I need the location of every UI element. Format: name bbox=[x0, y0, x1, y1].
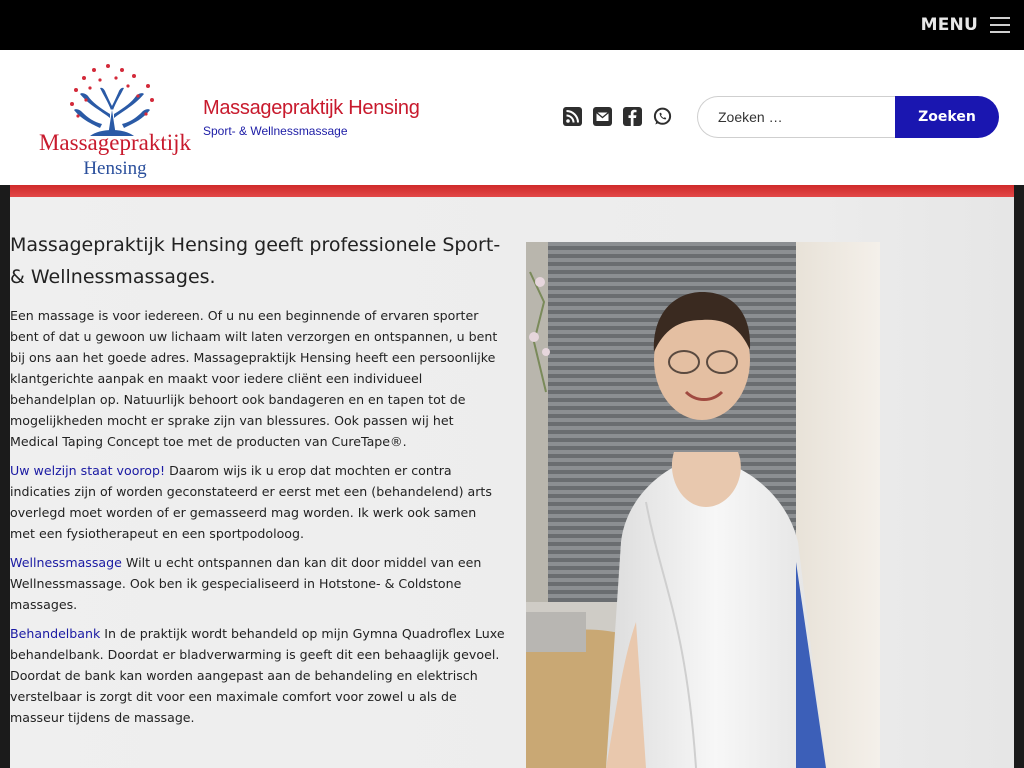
social-links bbox=[563, 107, 672, 126]
accent-bar bbox=[10, 185, 1014, 197]
welzijn-paragraph bbox=[10, 460, 505, 544]
behandelbank-link[interactable]: Behandelbank bbox=[10, 626, 101, 641]
menu-button[interactable] bbox=[921, 12, 1010, 38]
main-content bbox=[10, 197, 1014, 768]
logo-text-line1: Massagepraktijk bbox=[38, 130, 192, 155]
wellness-paragraph bbox=[10, 552, 505, 615]
wellnessmassage-link[interactable]: Wellnessmassage bbox=[10, 555, 122, 570]
top-bar bbox=[0, 0, 1024, 50]
intro-text-column bbox=[10, 229, 505, 728]
facebook-icon[interactable] bbox=[623, 107, 642, 126]
brand bbox=[203, 97, 420, 138]
logo-text-line2: Hensing bbox=[83, 158, 147, 179]
site-title[interactable]: Massagepraktijk Hensing bbox=[203, 97, 420, 119]
email-icon[interactable] bbox=[593, 107, 612, 126]
rss-icon[interactable] bbox=[563, 107, 582, 126]
menu-label: MENU bbox=[920, 15, 978, 35]
welzijn-link[interactable]: Uw welzijn staat voorop! bbox=[10, 463, 166, 478]
logo[interactable] bbox=[30, 58, 200, 183]
behandelbank-paragraph bbox=[10, 623, 505, 728]
site-header bbox=[0, 50, 1024, 185]
site-tagline: Sport- & Wellnessmassage bbox=[203, 124, 348, 138]
whatsapp-icon[interactable] bbox=[653, 107, 672, 126]
search-form bbox=[697, 96, 999, 138]
behandelbank-text: In de praktijk wordt behandeld op mijn Gymna Quadroflex Luxe behandelbank. Doordat er bladverwarming is geeft dit een behaaglijk gevoel. Doordat de bank kan worden aangepast aan de behandeling en elektrisch verstelbaar is zorgt dit voor een maximale comfort voor zowel u als de masseur tijdens de massage. bbox=[10, 626, 505, 725]
search-button[interactable]: Zoeken bbox=[895, 96, 999, 138]
welzijn-text: Daarom wijs ik u erop dat mochten er contra indicaties zijn of worden geconstateerd er eerst met een (behandelend) arts overlegd moet worden of er gemasseerd mag worden. Ik werk ook samen met een fysiotherapeut en een sportpodoloog. bbox=[10, 463, 492, 541]
wellness-text: Wilt u echt ontspannen dan kan dit door middel van een Wellnessmassage. Ook ben ik gespecialiseerd in Hotstone- & Coldstone massages. bbox=[10, 555, 482, 612]
page-heading: Massagepraktijk Hensing geeft professionele Sport- & Wellnessmassages. bbox=[10, 234, 501, 288]
search-input[interactable] bbox=[697, 96, 895, 138]
intro-paragraph: Een massage is voor iedereen. Of u nu een beginnende of ervaren sporter bent of dat u gewoon uw lichaam wilt laten verzorgen en ontspannen, u bent bij ons aan het goede adres. Massagepraktijk Hensing heeft een persoonlijke klantgerichte aanpak en maakt voor iedere cliënt een individueel behandelplan op. Natuurlijk behoort ook bandageren en en tapen tot de mogelijkheden mocht er sprake zijn van blessures. Ook passen wij het Medical Taping Concept toe met de producten van CureTape®. bbox=[10, 308, 498, 449]
masseur-photo bbox=[526, 242, 880, 768]
hamburger-icon[interactable] bbox=[990, 17, 1010, 33]
